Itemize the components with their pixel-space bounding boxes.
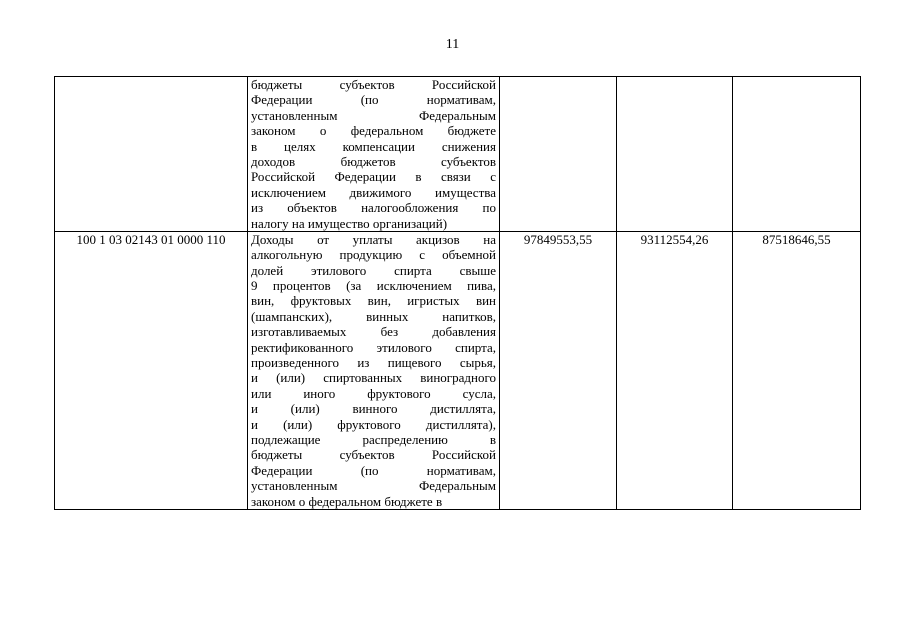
- amount-cell-1: 97849553,55: [500, 231, 617, 509]
- description-line: исключением движимого имущества: [251, 184, 496, 200]
- description-line: алкогольную продукцию с объемной: [251, 247, 496, 263]
- description-line: произведенного из пищевого сырья,: [251, 355, 496, 371]
- page-number: 11: [445, 37, 460, 52]
- description-line: Федерации (по нормативам,: [251, 462, 496, 478]
- revenue-code-cell: [55, 77, 248, 232]
- amount-cell-2: 93112554,26: [617, 231, 733, 509]
- description-line: и (или) винного дистиллята,: [251, 401, 496, 417]
- revenue-code-cell: 100 1 03 02143 01 0000 110: [55, 231, 248, 509]
- description-line: Доходы от уплаты акцизов на: [251, 231, 496, 247]
- description-line: установленным Федеральным: [251, 478, 496, 494]
- table-body: [55, 77, 861, 510]
- description-line: ректификованного этилового спирта,: [251, 339, 496, 355]
- description-line: законом о федеральном бюджете в: [251, 493, 443, 509]
- budget-revenue-table: [54, 76, 861, 510]
- description-line: в целях компенсации снижения: [251, 138, 496, 154]
- description-line: и (или) фруктового дистиллята),: [251, 416, 496, 432]
- table-row: [55, 77, 861, 232]
- description-line: законом о федеральном бюджете: [251, 123, 496, 139]
- description-line: налогу на имущество организаций): [251, 215, 448, 231]
- amount-cell-2: [617, 77, 733, 232]
- description-line: Федерации (по нормативам,: [251, 92, 496, 108]
- description-line: бюджеты субъектов Российской: [251, 447, 496, 463]
- description-line: вин, фруктовых вин, игристых вин: [251, 293, 496, 309]
- description-line: установленным Федеральным: [251, 107, 496, 123]
- description-line: из объектов налогообложения по: [251, 200, 496, 216]
- description-line: 9 процентов (за исключением пива,: [251, 278, 496, 294]
- revenue-description-cell: [248, 231, 500, 509]
- amount-cell-1: [500, 77, 617, 232]
- description-line: изготавливаемых без добавления: [251, 324, 496, 340]
- description-line: или иного фруктового сусла,: [251, 385, 496, 401]
- description-line: (шампанских), винных напитков,: [251, 308, 496, 324]
- description-line: подлежащие распределению в: [251, 431, 496, 447]
- description-line: бюджеты субъектов Российской: [251, 77, 496, 92]
- revenue-description-cell: [248, 77, 500, 232]
- description-line: Российской Федерации в связи с: [251, 169, 496, 185]
- amount-cell-3: 87518646,55: [733, 231, 861, 509]
- description-line: доходов бюджетов субъектов: [251, 153, 496, 169]
- description-line: долей этилового спирта свыше: [251, 262, 496, 278]
- table-row: [55, 231, 861, 509]
- amount-cell-3: [733, 77, 861, 232]
- description-line: и (или) спиртованных виноградного: [251, 370, 496, 386]
